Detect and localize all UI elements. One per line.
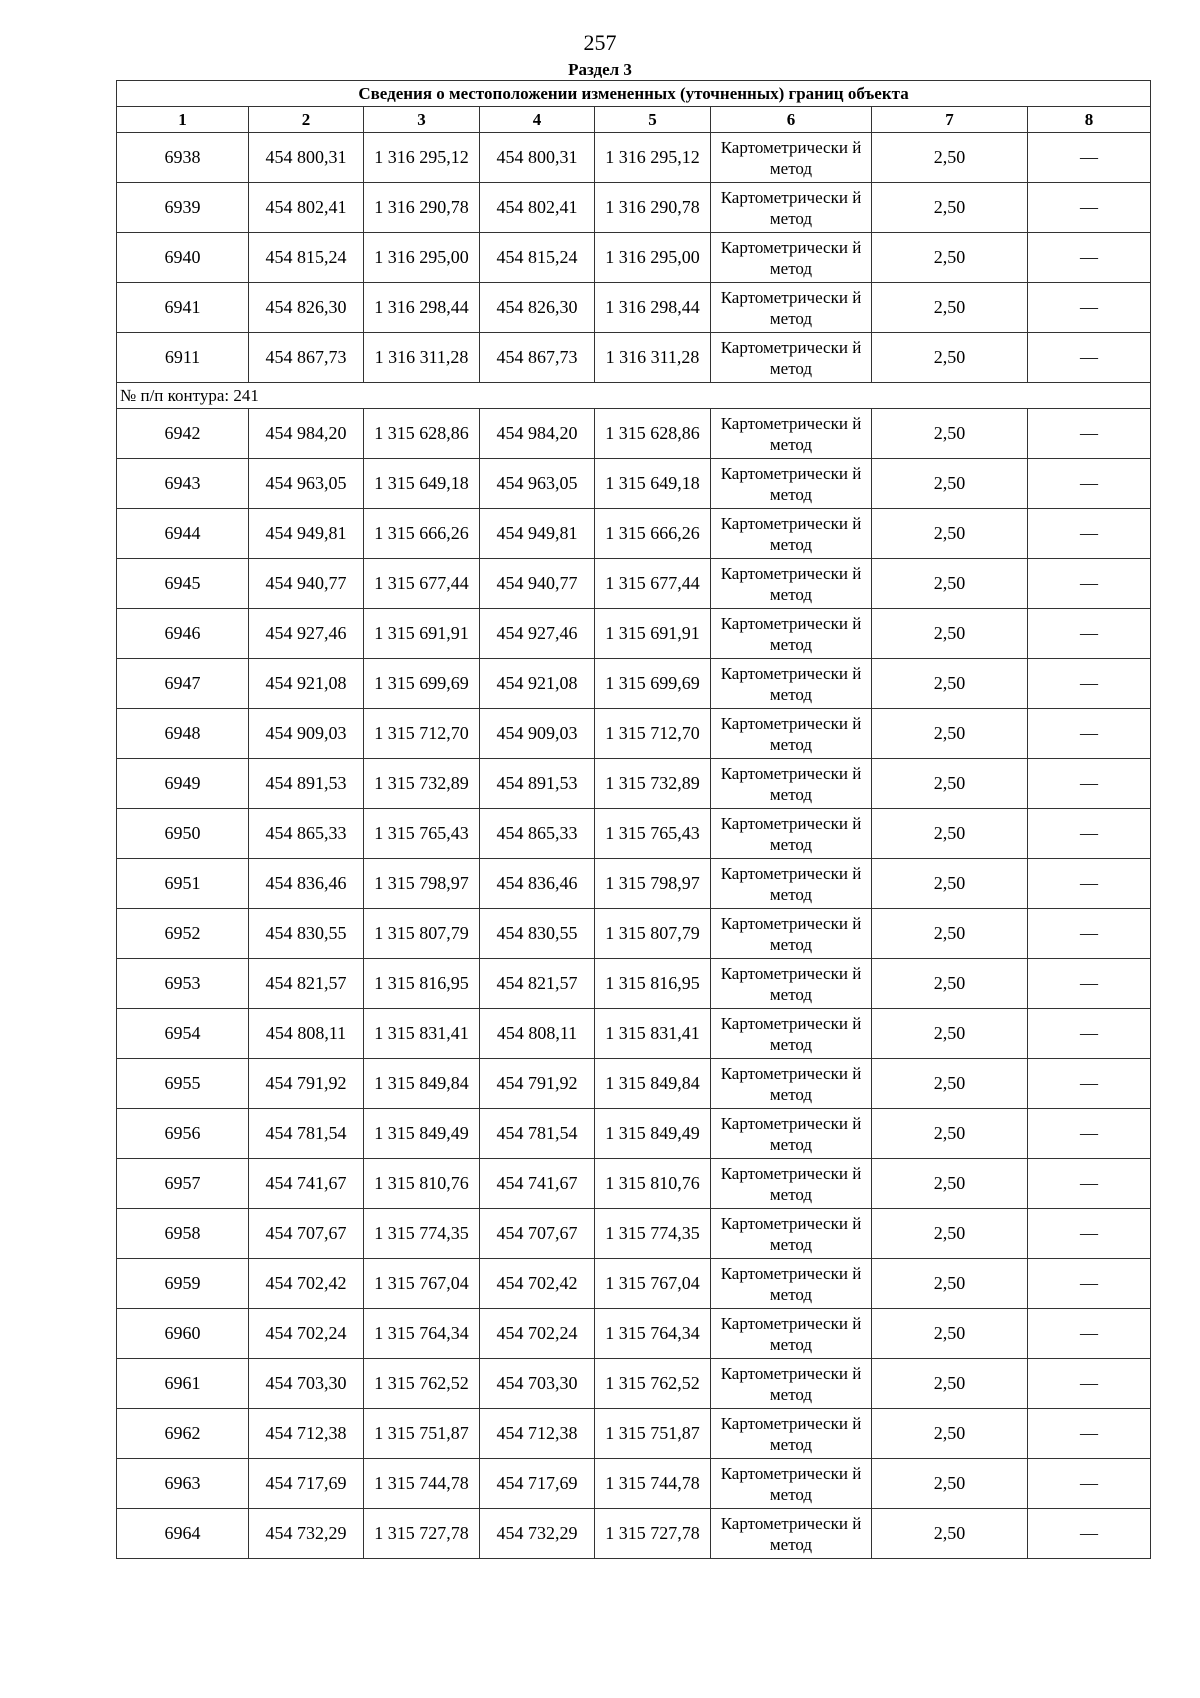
point-number: 6953 [117,959,249,1009]
accuracy-cell: 2,50 [872,759,1028,809]
method-cell: Картометрически й метод [711,183,872,233]
table-row [117,1209,1151,1259]
point-number: 6955 [117,1059,249,1109]
y-coordinate-existing: 1 315 677,44 [364,559,480,609]
table-row [117,133,1151,183]
x-coordinate-refined: 454 702,24 [480,1309,595,1359]
y-coordinate-refined: 1 315 649,18 [595,459,711,509]
section-title: Раздел 3 [568,60,632,79]
point-number: 6952 [117,909,249,959]
method-cell: Картометрически й метод [711,709,872,759]
coordinates-table [116,80,1151,1559]
x-coordinate-existing: 454 836,46 [249,859,364,909]
point-number: 6945 [117,559,249,609]
description-cell: — [1028,1109,1151,1159]
y-coordinate-refined: 1 315 816,95 [595,959,711,1009]
point-number: 6942 [117,409,249,459]
accuracy-cell: 2,50 [872,1259,1028,1309]
point-number: 6941 [117,283,249,333]
accuracy-cell: 2,50 [872,233,1028,283]
x-coordinate-existing: 454 909,03 [249,709,364,759]
description-cell: — [1028,509,1151,559]
accuracy-cell: 2,50 [872,459,1028,509]
y-coordinate-existing: 1 315 762,52 [364,1359,480,1409]
column-number: 2 [249,107,364,133]
x-coordinate-existing: 454 717,69 [249,1459,364,1509]
x-coordinate-refined: 454 821,57 [480,959,595,1009]
y-coordinate-existing: 1 315 798,97 [364,859,480,909]
y-coordinate-existing: 1 315 727,78 [364,1509,480,1559]
description-cell: — [1028,133,1151,183]
x-coordinate-existing: 454 808,11 [249,1009,364,1059]
contour-label: № п/п контура: 241 [117,383,1151,409]
x-coordinate-existing: 454 815,24 [249,233,364,283]
method-cell: Картометрически й метод [711,559,872,609]
point-number: 6946 [117,609,249,659]
y-coordinate-refined: 1 315 774,35 [595,1209,711,1259]
y-coordinate-refined: 1 315 767,04 [595,1259,711,1309]
x-coordinate-refined: 454 808,11 [480,1009,595,1059]
y-coordinate-existing: 1 315 816,95 [364,959,480,1009]
x-coordinate-existing: 454 703,30 [249,1359,364,1409]
table-row [117,283,1151,333]
accuracy-cell: 2,50 [872,1109,1028,1159]
table-row [117,233,1151,283]
description-cell: — [1028,909,1151,959]
x-coordinate-existing: 454 702,24 [249,1309,364,1359]
x-coordinate-existing: 454 800,31 [249,133,364,183]
method-cell: Картометрически й метод [711,509,872,559]
column-number: 7 [872,107,1028,133]
y-coordinate-refined: 1 315 699,69 [595,659,711,709]
table-row [117,1309,1151,1359]
y-coordinate-refined: 1 315 666,26 [595,509,711,559]
point-number: 6949 [117,759,249,809]
description-cell: — [1028,409,1151,459]
x-coordinate-refined: 454 802,41 [480,183,595,233]
x-coordinate-refined: 454 949,81 [480,509,595,559]
point-number: 6938 [117,133,249,183]
y-coordinate-existing: 1 315 774,35 [364,1209,480,1259]
method-cell: Картометрически й метод [711,1309,872,1359]
x-coordinate-refined: 454 867,73 [480,333,595,383]
table-caption: Сведения о местоположении измененных (уточненных) границ объекта [117,81,1151,107]
point-number: 6944 [117,509,249,559]
accuracy-cell: 2,50 [872,1409,1028,1459]
y-coordinate-refined: 1 315 628,86 [595,409,711,459]
accuracy-cell: 2,50 [872,409,1028,459]
method-cell: Картометрически й метод [711,959,872,1009]
x-coordinate-refined: 454 940,77 [480,559,595,609]
method-cell: Картометрически й метод [711,409,872,459]
accuracy-cell: 2,50 [872,809,1028,859]
x-coordinate-existing: 454 984,20 [249,409,364,459]
description-cell: — [1028,1309,1151,1359]
point-number: 6956 [117,1109,249,1159]
description-cell: — [1028,1059,1151,1109]
accuracy-cell: 2,50 [872,659,1028,709]
table-body [117,81,1151,1559]
x-coordinate-refined: 454 815,24 [480,233,595,283]
x-coordinate-existing: 454 702,42 [249,1259,364,1309]
accuracy-cell: 2,50 [872,509,1028,559]
description-cell: — [1028,1359,1151,1409]
table-row [117,859,1151,909]
method-cell: Картометрически й метод [711,809,872,859]
x-coordinate-refined: 454 921,08 [480,659,595,709]
table-row [117,1059,1151,1109]
accuracy-cell: 2,50 [872,133,1028,183]
x-coordinate-refined: 454 717,69 [480,1459,595,1509]
y-coordinate-existing: 1 315 712,70 [364,709,480,759]
y-coordinate-existing: 1 315 751,87 [364,1409,480,1459]
table-row [117,759,1151,809]
description-cell: — [1028,1409,1151,1459]
y-coordinate-refined: 1 316 295,00 [595,233,711,283]
x-coordinate-refined: 454 791,92 [480,1059,595,1109]
point-number: 6964 [117,1509,249,1559]
table-row [117,183,1151,233]
accuracy-cell: 2,50 [872,709,1028,759]
table-row [117,1159,1151,1209]
y-coordinate-refined: 1 315 732,89 [595,759,711,809]
x-coordinate-refined: 454 712,38 [480,1409,595,1459]
y-coordinate-refined: 1 315 810,76 [595,1159,711,1209]
method-cell: Картометрически й метод [711,233,872,283]
x-coordinate-refined: 454 963,05 [480,459,595,509]
description-cell: — [1028,1509,1151,1559]
y-coordinate-existing: 1 315 691,91 [364,609,480,659]
x-coordinate-refined: 454 800,31 [480,133,595,183]
y-coordinate-refined: 1 315 764,34 [595,1309,711,1359]
accuracy-cell: 2,50 [872,859,1028,909]
method-cell: Картометрически й метод [711,1359,872,1409]
x-coordinate-refined: 454 826,30 [480,283,595,333]
description-cell: — [1028,709,1151,759]
point-number: 6958 [117,1209,249,1259]
accuracy-cell: 2,50 [872,559,1028,609]
table-row [117,959,1151,1009]
x-coordinate-refined: 454 781,54 [480,1109,595,1159]
y-coordinate-existing: 1 315 810,76 [364,1159,480,1209]
description-cell: — [1028,1209,1151,1259]
method-cell: Картометрически й метод [711,759,872,809]
contour-label-row [117,383,1151,409]
description-cell: — [1028,233,1151,283]
table-row [117,1459,1151,1509]
point-number: 6961 [117,1359,249,1409]
accuracy-cell: 2,50 [872,1159,1028,1209]
x-coordinate-existing: 454 867,73 [249,333,364,383]
x-coordinate-refined: 454 707,67 [480,1209,595,1259]
y-coordinate-existing: 1 315 767,04 [364,1259,480,1309]
method-cell: Картометрически й метод [711,1459,872,1509]
y-coordinate-existing: 1 315 666,26 [364,509,480,559]
y-coordinate-refined: 1 316 290,78 [595,183,711,233]
description-cell: — [1028,333,1151,383]
x-coordinate-existing: 454 865,33 [249,809,364,859]
description-cell: — [1028,1259,1151,1309]
method-cell: Картометрически й метод [711,1059,872,1109]
x-coordinate-existing: 454 732,29 [249,1509,364,1559]
column-number: 4 [480,107,595,133]
column-number-row [117,107,1151,133]
method-cell: Картометрически й метод [711,609,872,659]
method-cell: Картометрически й метод [711,1009,872,1059]
column-number: 3 [364,107,480,133]
table-caption-row [117,81,1151,107]
x-coordinate-refined: 454 909,03 [480,709,595,759]
x-coordinate-existing: 454 712,38 [249,1409,364,1459]
y-coordinate-existing: 1 315 831,41 [364,1009,480,1059]
point-number: 6960 [117,1309,249,1359]
table-row [117,1009,1151,1059]
table-row [117,659,1151,709]
x-coordinate-existing: 454 963,05 [249,459,364,509]
x-coordinate-existing: 454 921,08 [249,659,364,709]
y-coordinate-existing: 1 315 699,69 [364,659,480,709]
table-row [117,1409,1151,1459]
y-coordinate-refined: 1 315 677,44 [595,559,711,609]
y-coordinate-refined: 1 315 765,43 [595,809,711,859]
column-number: 8 [1028,107,1151,133]
y-coordinate-refined: 1 315 751,87 [595,1409,711,1459]
y-coordinate-refined: 1 315 691,91 [595,609,711,659]
x-coordinate-existing: 454 927,46 [249,609,364,659]
y-coordinate-existing: 1 316 298,44 [364,283,480,333]
accuracy-cell: 2,50 [872,183,1028,233]
x-coordinate-existing: 454 791,92 [249,1059,364,1109]
y-coordinate-refined: 1 315 831,41 [595,1009,711,1059]
description-cell: — [1028,759,1151,809]
y-coordinate-refined: 1 315 807,79 [595,909,711,959]
y-coordinate-existing: 1 315 807,79 [364,909,480,959]
x-coordinate-refined: 454 741,67 [480,1159,595,1209]
x-coordinate-existing: 454 826,30 [249,283,364,333]
x-coordinate-existing: 454 949,81 [249,509,364,559]
point-number: 6911 [117,333,249,383]
table-row [117,459,1151,509]
description-cell: — [1028,659,1151,709]
description-cell: — [1028,859,1151,909]
y-coordinate-existing: 1 315 732,89 [364,759,480,809]
column-number: 1 [117,107,249,133]
y-coordinate-refined: 1 315 712,70 [595,709,711,759]
description-cell: — [1028,1159,1151,1209]
accuracy-cell: 2,50 [872,1309,1028,1359]
table-row [117,333,1151,383]
y-coordinate-existing: 1 316 290,78 [364,183,480,233]
y-coordinate-refined: 1 315 849,84 [595,1059,711,1109]
accuracy-cell: 2,50 [872,959,1028,1009]
point-number: 6948 [117,709,249,759]
method-cell: Картометрически й метод [711,659,872,709]
x-coordinate-existing: 454 830,55 [249,909,364,959]
point-number: 6940 [117,233,249,283]
accuracy-cell: 2,50 [872,1459,1028,1509]
x-coordinate-refined: 454 927,46 [480,609,595,659]
description-cell: — [1028,1459,1151,1509]
table-row [117,809,1151,859]
y-coordinate-existing: 1 316 295,00 [364,233,480,283]
y-coordinate-refined: 1 315 727,78 [595,1509,711,1559]
y-coordinate-existing: 1 315 764,34 [364,1309,480,1359]
method-cell: Картометрически й метод [711,1259,872,1309]
x-coordinate-refined: 454 865,33 [480,809,595,859]
y-coordinate-existing: 1 316 295,12 [364,133,480,183]
point-number: 6954 [117,1009,249,1059]
description-cell: — [1028,809,1151,859]
description-cell: — [1028,1009,1151,1059]
page-number: 257 [583,30,617,55]
x-coordinate-existing: 454 940,77 [249,559,364,609]
accuracy-cell: 2,50 [872,283,1028,333]
description-cell: — [1028,283,1151,333]
accuracy-cell: 2,50 [872,1359,1028,1409]
method-cell: Картометрически й метод [711,283,872,333]
point-number: 6962 [117,1409,249,1459]
y-coordinate-existing: 1 315 628,86 [364,409,480,459]
table-row [117,1259,1151,1309]
point-number: 6939 [117,183,249,233]
x-coordinate-existing: 454 781,54 [249,1109,364,1159]
method-cell: Картометрически й метод [711,459,872,509]
y-coordinate-existing: 1 315 765,43 [364,809,480,859]
point-number: 6947 [117,659,249,709]
y-coordinate-existing: 1 315 649,18 [364,459,480,509]
description-cell: — [1028,609,1151,659]
accuracy-cell: 2,50 [872,1009,1028,1059]
method-cell: Картометрически й метод [711,333,872,383]
x-coordinate-existing: 454 821,57 [249,959,364,1009]
y-coordinate-refined: 1 316 295,12 [595,133,711,183]
y-coordinate-existing: 1 316 311,28 [364,333,480,383]
table-row [117,709,1151,759]
column-number: 6 [711,107,872,133]
table-row [117,559,1151,609]
point-number: 6963 [117,1459,249,1509]
point-number: 6943 [117,459,249,509]
x-coordinate-refined: 454 984,20 [480,409,595,459]
x-coordinate-refined: 454 702,42 [480,1259,595,1309]
method-cell: Картометрически й метод [711,1109,872,1159]
x-coordinate-existing: 454 891,53 [249,759,364,809]
y-coordinate-existing: 1 315 744,78 [364,1459,480,1509]
table-row [117,1359,1151,1409]
table-row [117,409,1151,459]
accuracy-cell: 2,50 [872,333,1028,383]
method-cell: Картометрически й метод [711,859,872,909]
method-cell: Картометрически й метод [711,909,872,959]
accuracy-cell: 2,50 [872,609,1028,659]
accuracy-cell: 2,50 [872,1509,1028,1559]
table-row [117,1109,1151,1159]
description-cell: — [1028,183,1151,233]
point-number: 6959 [117,1259,249,1309]
description-cell: — [1028,959,1151,1009]
y-coordinate-refined: 1 315 744,78 [595,1459,711,1509]
point-number: 6951 [117,859,249,909]
table-row [117,509,1151,559]
x-coordinate-refined: 454 836,46 [480,859,595,909]
x-coordinate-refined: 454 830,55 [480,909,595,959]
table-row [117,609,1151,659]
table-row [117,909,1151,959]
point-number: 6957 [117,1159,249,1209]
accuracy-cell: 2,50 [872,1059,1028,1109]
method-cell: Картометрически й метод [711,1409,872,1459]
accuracy-cell: 2,50 [872,909,1028,959]
y-coordinate-refined: 1 315 849,49 [595,1109,711,1159]
point-number: 6950 [117,809,249,859]
y-coordinate-refined: 1 316 298,44 [595,283,711,333]
x-coordinate-refined: 454 703,30 [480,1359,595,1409]
y-coordinate-refined: 1 316 311,28 [595,333,711,383]
x-coordinate-existing: 454 707,67 [249,1209,364,1259]
column-number: 5 [595,107,711,133]
method-cell: Картометрически й метод [711,1159,872,1209]
y-coordinate-refined: 1 315 798,97 [595,859,711,909]
description-cell: — [1028,459,1151,509]
method-cell: Картометрически й метод [711,133,872,183]
x-coordinate-existing: 454 802,41 [249,183,364,233]
x-coordinate-refined: 454 732,29 [480,1509,595,1559]
x-coordinate-existing: 454 741,67 [249,1159,364,1209]
table-row [117,1509,1151,1559]
y-coordinate-refined: 1 315 762,52 [595,1359,711,1409]
method-cell: Картометрически й метод [711,1509,872,1559]
x-coordinate-refined: 454 891,53 [480,759,595,809]
y-coordinate-existing: 1 315 849,49 [364,1109,480,1159]
method-cell: Картометрически й метод [711,1209,872,1259]
y-coordinate-existing: 1 315 849,84 [364,1059,480,1109]
description-cell: — [1028,559,1151,609]
accuracy-cell: 2,50 [872,1209,1028,1259]
